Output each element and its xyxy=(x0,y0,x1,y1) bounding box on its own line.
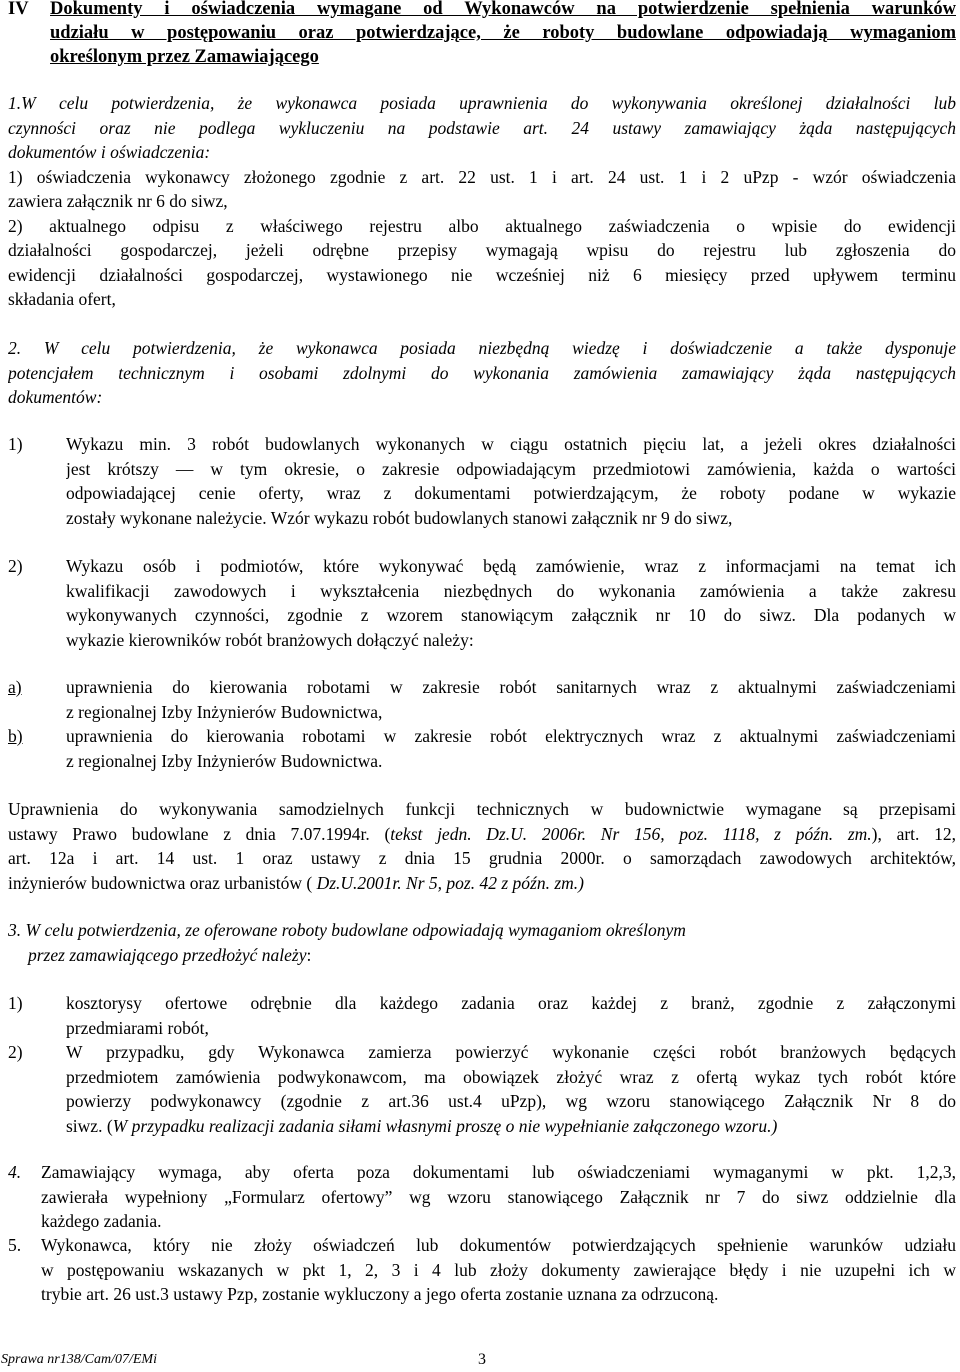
s5-line: Wykonawca, który nie złoży oświadczeń lub dokumentów potwierdzających spełnienie warunków udziału xyxy=(41,1235,956,1255)
list-marker: 2) xyxy=(8,1042,23,1062)
list-item-body xyxy=(66,432,956,530)
s4-line: Zamawiający wymaga, aby oferta poza dokumentami lub oświadczeniami wymaganymi w pkt. 1,2,3, xyxy=(41,1162,956,1182)
subitem-marker: a) xyxy=(8,677,22,697)
list-item-line: przedmiotem zamówienia podwykonawcom, ma obowiązek złożyć wraz z ofertą wykaz tych robót które xyxy=(66,1066,956,1087)
section-1 xyxy=(8,91,956,312)
s3-intro-line-2-text: przez zamawiającego przedłożyć należy xyxy=(28,944,307,965)
s1-item-2-line-3: ewidencji działalności gospodarczej, wystawionego nie wcześniej niż 6 miesięcy przed upływem terminu xyxy=(8,264,956,285)
law-line-2b: tekst jedn. Dz.U. 2006r. Nr 156, poz. 1118, z późn. zm. xyxy=(390,823,872,844)
list-item-body xyxy=(66,991,956,1040)
subitem-marker: b) xyxy=(8,726,23,746)
s4-line: każdego zadania. xyxy=(41,1211,162,1231)
s1-item-1-b: 1 i 2 uPzp - wzór oświadczenia xyxy=(678,166,956,187)
s2-intro-line-1: 2. W celu potwierdzenia, że wykonawca posiada niezbędną wiedzę i doświadczenie a także dysponuje xyxy=(8,338,956,358)
s3-intro-line-2 xyxy=(8,943,956,968)
s5-line: w postępowaniu wskazanych w pkt 1, 2, 3 i 4 lub złoży dokumenty zawierające błędy i nie uzupełni ich w xyxy=(41,1259,956,1280)
s5-line: trybie art. 26 ust.3 ustawy Pzp, zostanie wykluczony a jego oferta zostanie uznana za odrzuconą. xyxy=(41,1284,719,1304)
subitem-body xyxy=(66,724,956,773)
section-3-intro xyxy=(8,918,956,967)
list-item-line: Wykazu min. 3 robót budowlanych wykonanych w ciągu ostatnich pięciu lat, a jeżeli okres działalności xyxy=(66,434,956,454)
s3-intro-line-1: 3. W celu potwierdzenia, ze oferowane roboty budowlane odpowiadają wymaganiom określonym xyxy=(8,920,686,940)
section-title xyxy=(50,0,956,69)
law-line-4a: inżynierów budownictwa oraz urbanistów ( xyxy=(8,872,317,893)
law-line-1: Uprawnienia do wykonywania samodzielnych funkcji technicznych w budownictwie wymagane są przepisami xyxy=(8,799,956,819)
s2-intro-line-3: dokumentów: xyxy=(8,387,103,407)
subitem-line: uprawnienia do kierowania robotami w zakresie robót sanitarnych wraz z aktualnymi zaświadczeniami xyxy=(66,677,956,697)
list-marker: 1) xyxy=(8,993,23,1013)
s1-item-1-a: 1) oświadczenia wykonawcy złożonego zgodnie z art. 22 ust. 1 i art. 24 ust. xyxy=(8,166,665,187)
section-2-intro xyxy=(8,336,956,410)
list-item-line: odpowiadającej cenie oferty, wraz z dokumentami potwierdzającym, że roboty podane w wykazie xyxy=(66,483,956,503)
list-item-body xyxy=(66,554,956,652)
law-line-2c: ), art. 12, xyxy=(871,823,956,844)
title-line-1: Dokumenty i oświadczenia wymagane od Wykonawców na potwierdzenie spełnienia warunków xyxy=(50,0,956,19)
section-5-body xyxy=(41,1233,956,1307)
s1-intro-line-2b: 24 ustawy zamawiający żąda następujących xyxy=(571,117,956,138)
list-item-body xyxy=(66,1040,956,1138)
law-line-4 xyxy=(8,871,956,896)
s1-item-1-line-2: zawiera załącznik nr 6 do siwz, xyxy=(8,191,228,211)
section-number: IV xyxy=(8,0,29,19)
s1-item-1-line-1 xyxy=(8,165,956,190)
list-item-line: W przypadku, gdy Wykonawca zamierza powierzyć wykonanie części robót branżowych będących xyxy=(66,1042,956,1062)
list-item-line: kosztorysy ofertowe odrębnie dla każdego zadania oraz każdej z branż, zgodnie z załączonymi xyxy=(66,993,956,1013)
s2-intro-line-2: potencjałem technicznym i osobami zdolnymi do wykonania zamówienia zamawiający żąda następujących xyxy=(8,362,956,383)
list-item-line: Wykazu osób i podmiotów, które wykonywać będą zamówienie, wraz z informacjami na temat ich xyxy=(66,556,956,576)
law-line-3: art. 12a i art. 14 ust. 1 oraz ustawy z dnia 15 grudnia 2000r. o samorządach zawodowych architektów, xyxy=(8,848,956,868)
s1-intro-line-1: 1.W celu potwierdzenia, że wykonawca posiada uprawnienia do wykonywania określonej działalności lub xyxy=(8,93,956,113)
list-item-line: wykazie kierowników robót branżowych dołączyć należy: xyxy=(66,629,474,650)
section-4-body xyxy=(41,1160,956,1234)
law-paragraph xyxy=(8,797,956,895)
list-item-line: jest krótszy — w tym okresie, o zakresie odpowiadającym przedmiotowi zamówienia, każda o wartości xyxy=(66,458,956,479)
subitem-line: z regionalnej Izby Inżynierów Budownictwa. xyxy=(66,750,383,771)
list-marker: 1) xyxy=(8,434,23,454)
case-reference: Sprawa nr138/Cam/07/EMi xyxy=(1,1352,157,1367)
list-item-last-a: siwz. ( xyxy=(66,1115,113,1136)
s1-intro-line-3: dokumentów i oświadczenia: xyxy=(8,142,211,162)
section-5-number: 5. xyxy=(8,1235,22,1255)
page-number: 3 xyxy=(478,1351,486,1368)
list-item-line: kwalifikacji zawodowych i wykształcenia niezbędnych do wykonania zamówienia a także zakresu xyxy=(66,580,956,601)
s1-intro-line-2 xyxy=(8,116,956,141)
subitem-body xyxy=(66,675,956,724)
list-item-line: powierzy podwykonawcy (zgodnie z art.36 ust.4 uPzp), wg wzoru stanowiącego Załącznik Nr 8 do xyxy=(66,1091,956,1111)
list-item-line xyxy=(66,1114,956,1139)
title-line-2: udziału w postępowaniu oraz potwierdzające, że roboty budowlane odpowiadają wymaganiom xyxy=(50,23,956,43)
title-line-3: określonym przez Zamawiającego xyxy=(50,47,319,67)
s3-intro-colon: : xyxy=(306,944,312,965)
law-line-2 xyxy=(8,822,956,847)
section-4-number: 4. xyxy=(8,1162,22,1182)
law-line-4b: Dz.U.2001r. Nr 5, poz. 42 z późn. zm.) xyxy=(316,872,584,893)
s4-line: zawierała wypełniony „Formularz ofertowy” wg wzoru stanowiącego Załącznik nr 7 do siwz oddzielnie dla xyxy=(41,1186,956,1207)
s1-intro-line-2a: czynności oraz nie podlega wykluczeniu na podstawie art. xyxy=(8,117,548,138)
subitem-line: uprawnienia do kierowania robotami w zakresie robót elektrycznych wraz z aktualnymi zaświadczeniami xyxy=(66,726,956,746)
subitem-line: z regionalnej Izby Inżynierów Budownictwa, xyxy=(66,701,383,722)
list-marker: 2) xyxy=(8,556,23,576)
list-item-line: wykonywanych czynności, zgodnie z wzorem stanowiącym załącznik nr 10 do siwz. Dla podanych w xyxy=(66,605,956,625)
list-item-last-b: W przypadku realizacji zadania siłami własnymi proszę o nie wypełnianie załączonego wzoru.) xyxy=(112,1115,778,1136)
s1-item-2-line-4: składania ofert, xyxy=(8,289,116,309)
list-item-line: zostały wykonane należycie. Wzór wykazu robót budowlanych stanowi załącznik nr 9 do siwz, xyxy=(66,507,733,528)
s1-item-2-line-1: 2) aktualnego odpisu z właściwego rejestru albo aktualnego zaświadczenia o wpisie do ewidencji xyxy=(8,215,956,236)
s1-item-2-line-2: działalności gospodarczej, jeżeli odrębne przepisy wymagają wpisu do rejestru lub zgłoszenia do xyxy=(8,240,956,260)
list-item-line: przedmiarami robót, xyxy=(66,1017,209,1038)
law-line-2a: ustawy Prawo budowlane z dnia 7.07.1994r. ( xyxy=(8,823,391,844)
